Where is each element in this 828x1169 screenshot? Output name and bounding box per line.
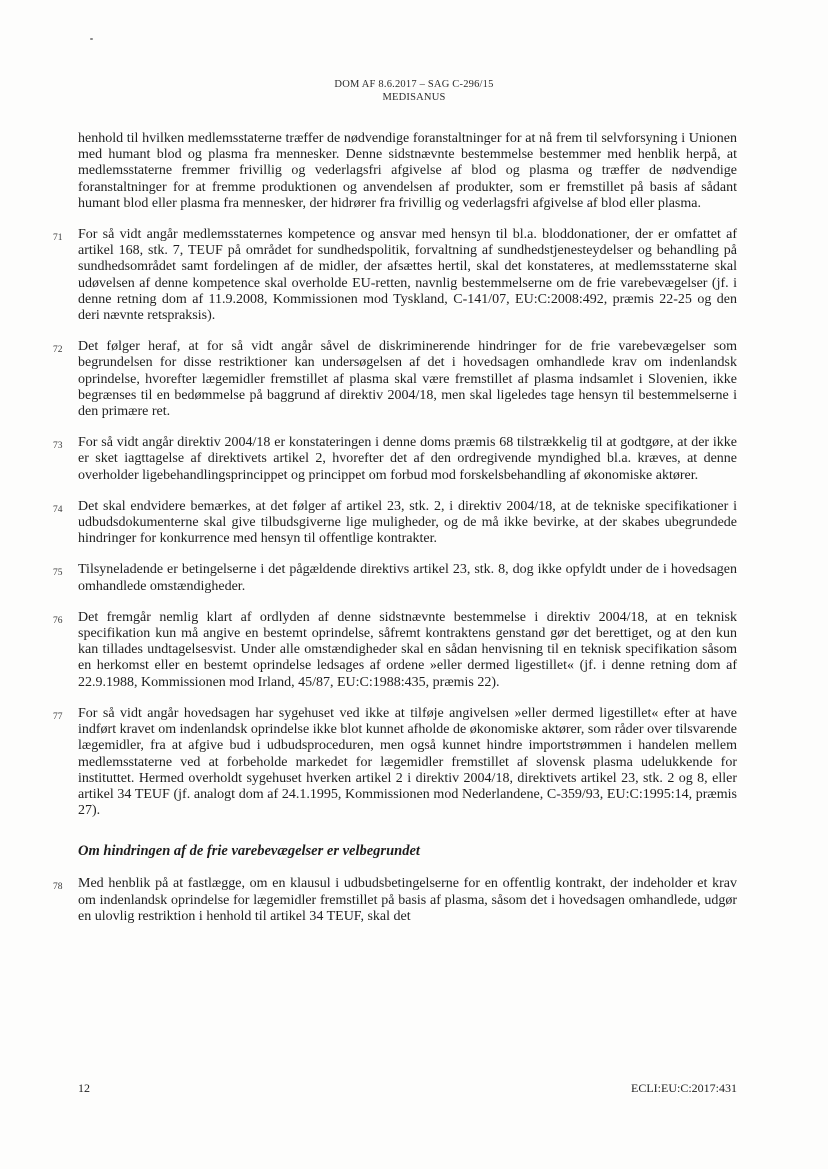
- document-body: [0, 131, 828, 925]
- paragraph-text: Det skal endvidere bemærkes, at det følger af artikel 23, stk. 2, i direktiv 2004/18, at de tekniske specifikationer i udbudsdokumenterne skal give tilbudsgiverne lige muligheder, og de må ikke bevirke, at der skabes ubegrundede hindringer for konkurrence med hensyn til offentlige kontrakter.: [78, 498, 737, 547]
- running-header: [0, 78, 828, 104]
- paragraph-text: For så vidt angår hovedsagen har sygehuset ved ikke at tilføje angivelsen »eller dermed ligestillet« efter at have indført kravet om indenlandsk oprindelse ikke blot kunnet afholde de økonomiske aktører, som råder over tilsvarende lægemidler, fra at afgive bud i udbudsproceduren, men også kunnet hindre importstrømmen i handelen mellem medlemsstaterne ved at forbeholde markedet for lægemidler fremstillet af slovensk plasma udelukkende for instituttet. Hermed overholdt sygehuset hverken artikel 2 i direktiv 2004/18, direktivets artikel 23, stk. 2 og 8, eller artikel 34 TEUF (jf. analogt dom af 24.1.1995, Kommissionen mod Nederlandene, C-359/93, EU:C:1995:14, præmis 27).: [78, 705, 737, 819]
- page-number: 12: [78, 1081, 90, 1095]
- paragraph-text: Med henblik på at fastlægge, om en klausul i udbudsbetingelserne for en offentlig kontrakt, der indeholder et krav om indenlandsk oprindelse for lægemidler fremstillet på basis af plasma, såsom det i hovedsagen omhandlede, udgør en ulovlig restriktion i henhold til artikel 34 TEUF, skal det: [78, 876, 737, 924]
- paragraph-number: 76: [53, 615, 63, 626]
- scan-speck: [90, 38, 93, 40]
- paragraph-75: [53, 562, 737, 594]
- paragraph-text: Det følger heraf, at for så vidt angår såvel de diskriminerende hindringer for de frie varebevægelser som begrundelsen for disse restriktioner kan undersøgelsen af det i hovedsagen omhandlede krav om indenlandsk oprindelse, hvorefter lægemidler fremstillet af plasma skal være fremstillet af plasma indsamlet i Slovenien, ikke begrænses til en bedømmelse på baggrund af direktiv 2004/18, men skal ligeledes tage hensyn til bestemmelserne i den primære ret.: [78, 339, 737, 420]
- paragraph-number: 72: [53, 345, 63, 356]
- paragraph-number: 75: [53, 568, 63, 579]
- continued-paragraph: henhold til hvilken medlemsstaterne træffer de nødvendige foranstaltninger for at nå frem til selvforsyning i Unionen med humant blod og plasma fra mennesker. Denne sidstnævnte bestemmelse bestemmer med henblik herpå, at medlemsstaterne fremmer frivillig og vederlagsfri afgivelse af blod og plasma og træffer de nødvendige foranstaltninger for at fremme produktionen og anvendelsen af produkter, som er fremstillet på basis af sådant humant blod eller plasma fra mennesker, der hidrører fra frivillig og vederlagsfri afgivelse af blod eller plasma.: [78, 131, 737, 211]
- paragraph-text: For så vidt angår medlemsstaternes kompetence og ansvar med hensyn til bl.a. bloddonationer, der er omfattet af artikel 168, stk. 7, TEUF på området for sundhedspolitik, forvaltning af sundhedstjenesteydelser og behandling på sundhedsområdet samt fordelingen af de midler, der afsættes hertil, skal det konstateres, at medlemsstaterne skal udøvelsen af denne kompetence skal overholde EU-retten, navnlig bestemmelserne om de frie varebevægelser (jf. i denne retning dom af 11.9.2008, Kommissionen mod Tyskland, C-141/07, EU:C:2008:492, præmis 22-25 og den deri nævnte retspraksis).: [78, 227, 737, 324]
- paragraph-76: [53, 609, 737, 691]
- paragraph-text: Tilsyneladende er betingelserne i det pågældende direktivs artikel 23, stk. 8, dog ikke opfyldt under de i hovedsagen omhandlede omstændigheder.: [78, 562, 737, 594]
- paragraph-72: [53, 339, 737, 420]
- paragraph-77: [53, 705, 737, 819]
- paragraph-number: 78: [53, 882, 63, 893]
- paragraph-number: 73: [53, 441, 63, 452]
- paragraph-text: Det fremgår nemlig klart af ordlyden af denne sidstnævnte bestemmelse i direktiv 2004/18, at en teknisk specifikation kun må angive en bestemt oprindelse, såfremt kontraktens genstand gør det berettiget, og at den kun kan tillades undtagelsesvist. Under alle omstændigheder skal en sådan henvisning til en teknisk specifikation såsom en herkomst eller en bestemt oprindelse ledsages af ordene »eller dermed ligestillet« (jf. i denne retning dom af 22.9.1988, Kommissionen mod Irland, 45/87, EU:C:1988:435, præmis 22).: [78, 609, 737, 690]
- paragraph-number: 74: [53, 504, 63, 515]
- paragraph-74: [53, 498, 737, 548]
- ecli-identifier: ECLI:EU:C:2017:431: [631, 1081, 737, 1095]
- paragraph-text: For så vidt angår direktiv 2004/18 er konstateringen i denne doms præmis 68 tilstrækkelig til at godtgøre, at der ikke er sket iagttagelse af direktivets artikel 2, hvorefter det af den ordregivende myndighed bl.a. kræves, at denne overholder ligebehandlingsprincippet og princippet om forbud mod forskelsbehandling af økonomiske aktører.: [78, 435, 737, 483]
- section-subheading: Om hindringen af de frie varebevægelser er velbegrundet: [78, 843, 420, 860]
- header-party-line: MEDISANUS: [382, 92, 446, 103]
- paragraph-73: [53, 435, 737, 484]
- paragraph-number: 71: [53, 233, 63, 244]
- paragraph-71: [53, 227, 737, 324]
- paragraph-number: 77: [53, 711, 63, 722]
- header-case-line: DOM AF 8.6.2017 – SAG C-296/15: [334, 79, 494, 90]
- paragraph-78: [53, 876, 737, 925]
